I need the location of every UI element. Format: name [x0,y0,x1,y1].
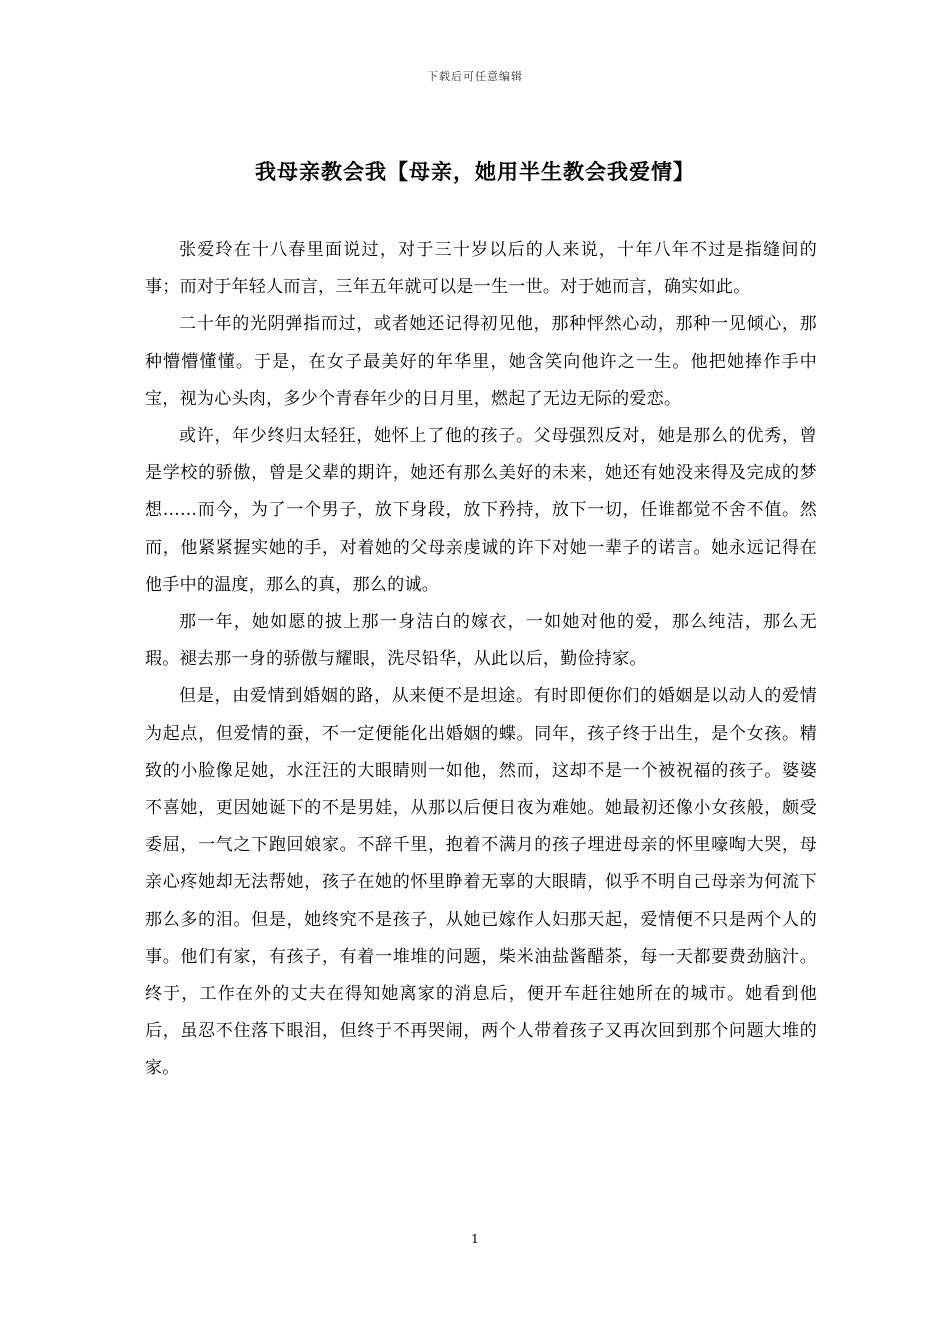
document-body [145,232,817,1088]
paragraph: 那一年，她如愿的披上那一身洁白的嫁衣，一如她对他的爱，那么纯洁，那么无瑕。褪去那一身的骄傲与耀眼，洗尽铅华，从此以后，勤俭持家。 [145,612,817,670]
paragraph: 但是，由爱情到婚姻的路，从来便不是坦途。有时即便你们的婚姻是以动人的爱情为起点，但爱情的蚕，不一定便能化出婚姻的蝶。同年，孩子终于出生，是个女孩。精致的小脸像足她，水汪汪的大眼睛则一如他，然而，这却不是一个被祝福的孩子。婆婆不喜她，更因她诞下的不是男娃，从那以后便日夜为难她。她最初还像小女孩般，颇受委屈，一气之下跑回娘家。不辞千里，抱着不满月的孩子埋进母亲的怀里嚎啕大哭，母亲心疼她却无法帮她，孩子在她的怀里睁着无辜的大眼睛，似乎不明自己母亲为何流下那么多的泪。但是，她终究不是孩子，从她已嫁作人妇那天起，爱情便不只是两个人的事。他们有家，有孩子，有着一堆堆的问题，柴米油盐酱醋茶，每一天都要费劲脑汁。终于，工作在外的丈夫在得知她离家的消息后，便开车赶往她所在的城市。她看到他后，虽忍不住落下眼泪，但终于不再哭闹，两个人带着孩子又再次回到那个问题大堆的家。 [145,686,817,1079]
paragraph: 二十年的光阴弹指而过，或者她还记得初见他，那种怦然心动，那种一见倾心，那种懵懵懂懂。于是，在女子最美好的年华里，她含笑向他许之一生。他把她捧作手中宝，视为心头肉，多少个青春年少的日月里，燃起了无边无际的爱恋。 [145,314,817,409]
page-number: 1 [471,1232,479,1246]
document-title: 我母亲教会我【母亲，她用半生教会我爱情】 [255,159,695,184]
header-note: 下载后可任意编辑 [427,70,523,83]
paragraph: 或许，年少终归太轻狂，她怀上了他的孩子。父母强烈反对，她是那么的优秀，曾是学校的骄傲，曾是父辈的期许，她还有那么美好的未来，她还有她没来得及完成的梦想……而今，为了一个男子，放下身段，放下矜持，放下一切，任谁都觉不舍不值。然而，他紧紧握实她的手，对着她的父母亲虔诚的许下对她一辈子的诺言。她永远记得在他手中的温度，那么的真，那么的诚。 [145,426,817,595]
paragraph: 张爱玲在十八春里面说过，对于三十岁以后的人来说，十年八年不过是指缝间的事；而对于年轻人而言，三年五年就可以是一生一世。对于她而言，确实如此。 [145,240,817,298]
